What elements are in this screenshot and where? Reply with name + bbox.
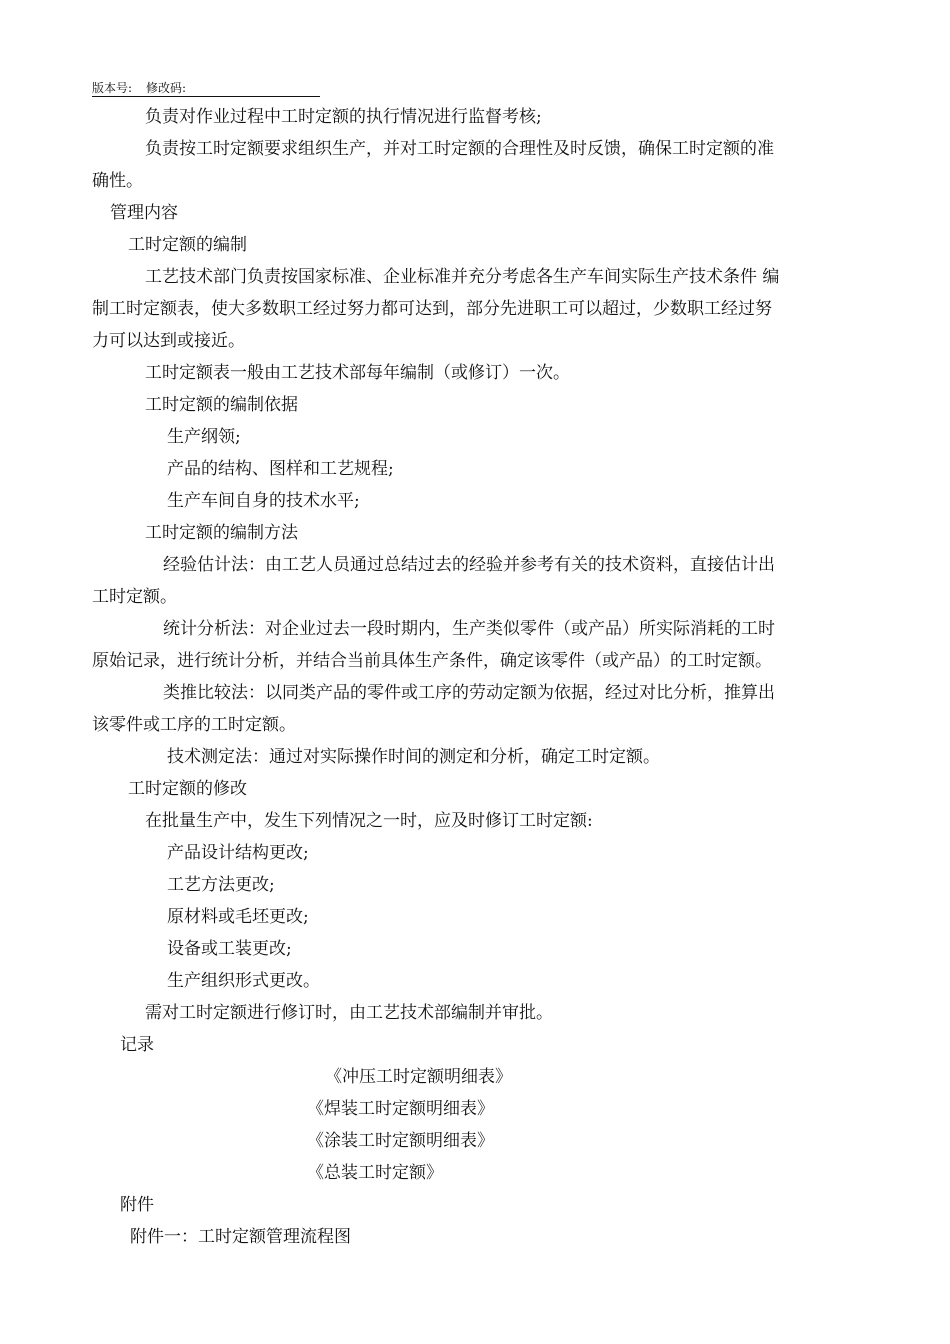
record-item: 《总装工时定额》: [307, 1163, 443, 1183]
text-line: 原始记录，进行统计分析，并结合当前具体生产条件，确定该零件（或产品）的工时定额。: [92, 651, 772, 671]
subsection-heading: 工时定额的修改: [128, 779, 247, 799]
text-line: 负责按工时定额要求组织生产，并对工时定额的合理性及时反馈，确保工时定额的准: [145, 139, 774, 159]
version-label: 版本号:: [92, 81, 133, 95]
list-item: 生产纲领;: [167, 427, 241, 447]
list-item: 生产组织形式更改。: [167, 971, 320, 991]
list-item: 设备或工装更改;: [167, 939, 292, 959]
attachment-item: 附件一：工时定额管理流程图: [130, 1227, 351, 1247]
list-item: 产品设计结构更改;: [167, 843, 309, 863]
text-line: 工艺技术部门负责按国家标准、企业标准并充分考虑各生产车间实际生产技术条件 编: [145, 267, 780, 287]
page-header: [92, 81, 320, 97]
text-line: 统计分析法：对企业过去一段时期内，生产类似零件（或产品）所实际消耗的工时: [163, 619, 775, 639]
subsection-heading: 工时定额的编制依据: [145, 395, 298, 415]
text-line: 力可以达到或接近。: [92, 331, 245, 351]
text-line: 需对工时定额进行修订时，由工艺技术部编制并审批。: [145, 1003, 553, 1023]
text-line: 技术测定法：通过对实际操作时间的测定和分析，确定工时定额。: [167, 747, 660, 767]
record-item: 《冲压工时定额明细表》: [325, 1067, 512, 1087]
revision-label: 修改码:: [146, 81, 187, 95]
list-item: 产品的结构、图样和工艺规程;: [167, 459, 394, 479]
section-heading: 管理内容: [110, 203, 178, 223]
text-line: 类推比较法：以同类产品的零件或工序的劳动定额为依据，经过对比分析，推算出: [163, 683, 775, 703]
text-line: 工时定额表一般由工艺技术部每年编制（或修订）一次。: [145, 363, 570, 383]
text-line: 负责对作业过程中工时定额的执行情况进行监督考核;: [145, 107, 542, 127]
section-heading: 附件: [120, 1195, 154, 1215]
text-line: 该零件或工序的工时定额。: [92, 715, 296, 735]
text-line: 经验估计法：由工艺人员通过总结过去的经验并参考有关的技术资料，直接估计出: [163, 555, 775, 575]
subsection-heading: 工时定额的编制: [128, 235, 247, 255]
text-line: 制工时定额表，使大多数职工经过努力都可达到，部分先进职工可以超过，少数职工经过努: [92, 299, 772, 319]
subsection-heading: 工时定额的编制方法: [145, 523, 298, 543]
text-line: 工时定额。: [92, 587, 177, 607]
section-heading: 记录: [120, 1035, 154, 1055]
list-item: 生产车间自身的技术水平;: [167, 491, 360, 511]
list-item: 原材料或毛坯更改;: [167, 907, 309, 927]
text-line: 确性。: [92, 171, 143, 191]
list-item: 工艺方法更改;: [167, 875, 275, 895]
record-item: 《涂装工时定额明细表》: [307, 1131, 494, 1151]
record-item: 《焊装工时定额明细表》: [307, 1099, 494, 1119]
text-line: 在批量生产中，发生下列情况之一时，应及时修订工时定额:: [145, 811, 593, 831]
